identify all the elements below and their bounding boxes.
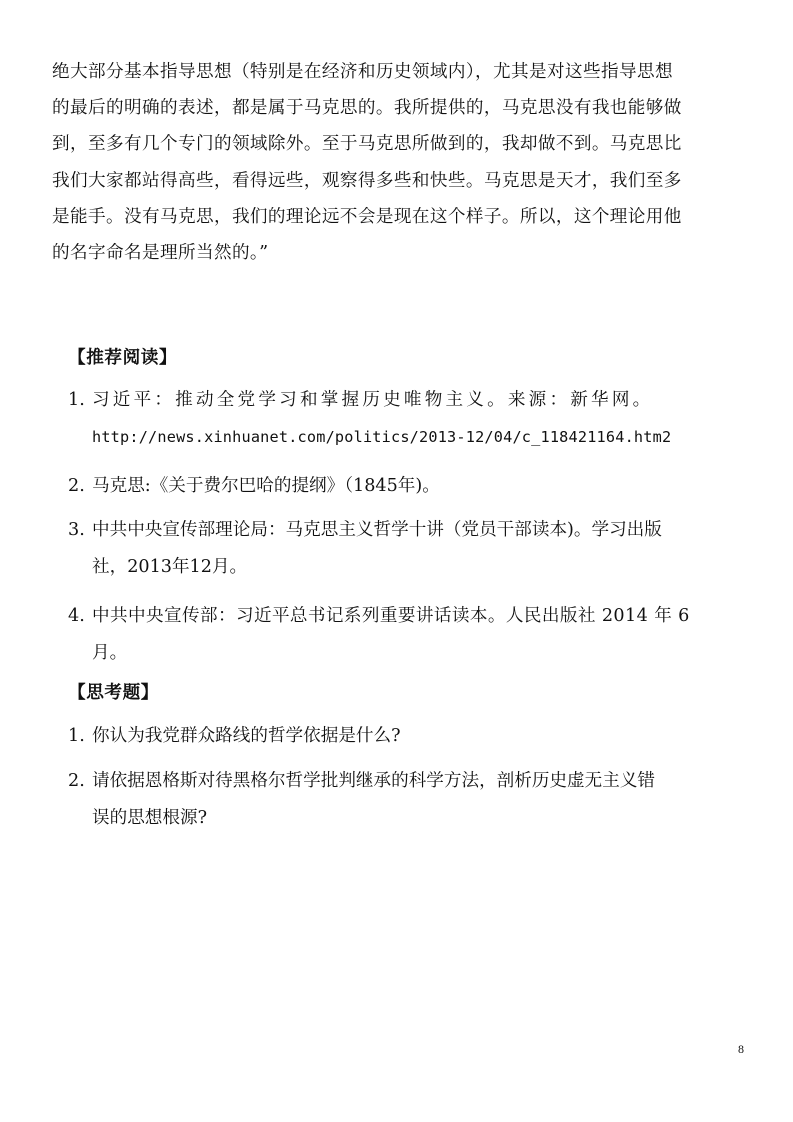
reading-item-text: 马克思:《关于费尔巴哈的提纲》（1845年)。 <box>92 476 440 496</box>
paragraph-line: 绝大部分基本指导思想（特别是在经济和历史领域内），尤其是对这些指导思想 <box>52 62 673 82</box>
reading-item-3 <box>68 512 748 585</box>
paragraph-line: 我们大家都站得高些，看得远些，观察得多些和快些。马克思是天才，我们至多 <box>52 170 682 191</box>
question-item-text: 请依据恩格斯对待黑格尔哲学批判继承的科学方法，剖析历史虚无主义错 <box>92 771 656 791</box>
reading-item-text: 中共中央宣传部：习近平总书记系列重要讲话读本。人民出版社 2014 年 6 <box>92 606 690 626</box>
reading-item-number: 1. <box>68 390 85 410</box>
reading-item-text-cont: 社，2013年12月。 <box>92 556 248 577</box>
reading-item-url: http://news.xinhuanet.com/politics/2013-12/04/c_118421164.htm2 <box>92 427 672 446</box>
recommended-reading-heading: 【推荐阅读】 <box>68 348 178 368</box>
question-item-text-cont: 误的思想根源? <box>92 807 207 828</box>
paragraph-line: 到，至多有几个专门的领域除外。至于马克思所做到的，我却做不到。马克思比 <box>52 134 682 155</box>
reading-item-text: 习近平：推动全党学习和掌握历史唯物主义。来源：新华网。 <box>92 390 654 410</box>
paragraph-line: 的名字命名是理所当然的。” <box>52 243 269 264</box>
question-item-number: 1. <box>68 726 85 746</box>
reading-item-number: 2. <box>68 476 85 496</box>
body-paragraph <box>52 54 742 271</box>
question-item-number: 2. <box>68 771 85 791</box>
reading-item-4 <box>68 598 748 671</box>
question-item-text: 你认为我党群众路线的哲学依据是什么? <box>92 726 401 746</box>
reading-item-number: 4. <box>68 606 85 626</box>
paragraph-line: 是能手。没有马克思，我们的理论远不会是现在这个样子。所以，这个理论用他 <box>52 206 682 227</box>
reading-item-text-cont: 月。 <box>92 642 128 663</box>
thinking-questions-heading: 【思考题】 <box>68 683 159 703</box>
question-item-1 <box>68 718 748 755</box>
reading-item-text: 中共中央宣传部理论局：马克思主义哲学十讲（党员干部读本)。学习出版 <box>92 520 662 540</box>
reading-item-1 <box>68 382 748 455</box>
page-number: 8 <box>738 1042 744 1056</box>
question-item-2 <box>68 763 748 836</box>
reading-item-2 <box>68 468 748 505</box>
reading-item-number: 3. <box>68 520 85 540</box>
paragraph-line: 的最后的明确的表述，都是属于马克思的。我所提供的，马克思没有我也能够做 <box>52 98 682 119</box>
